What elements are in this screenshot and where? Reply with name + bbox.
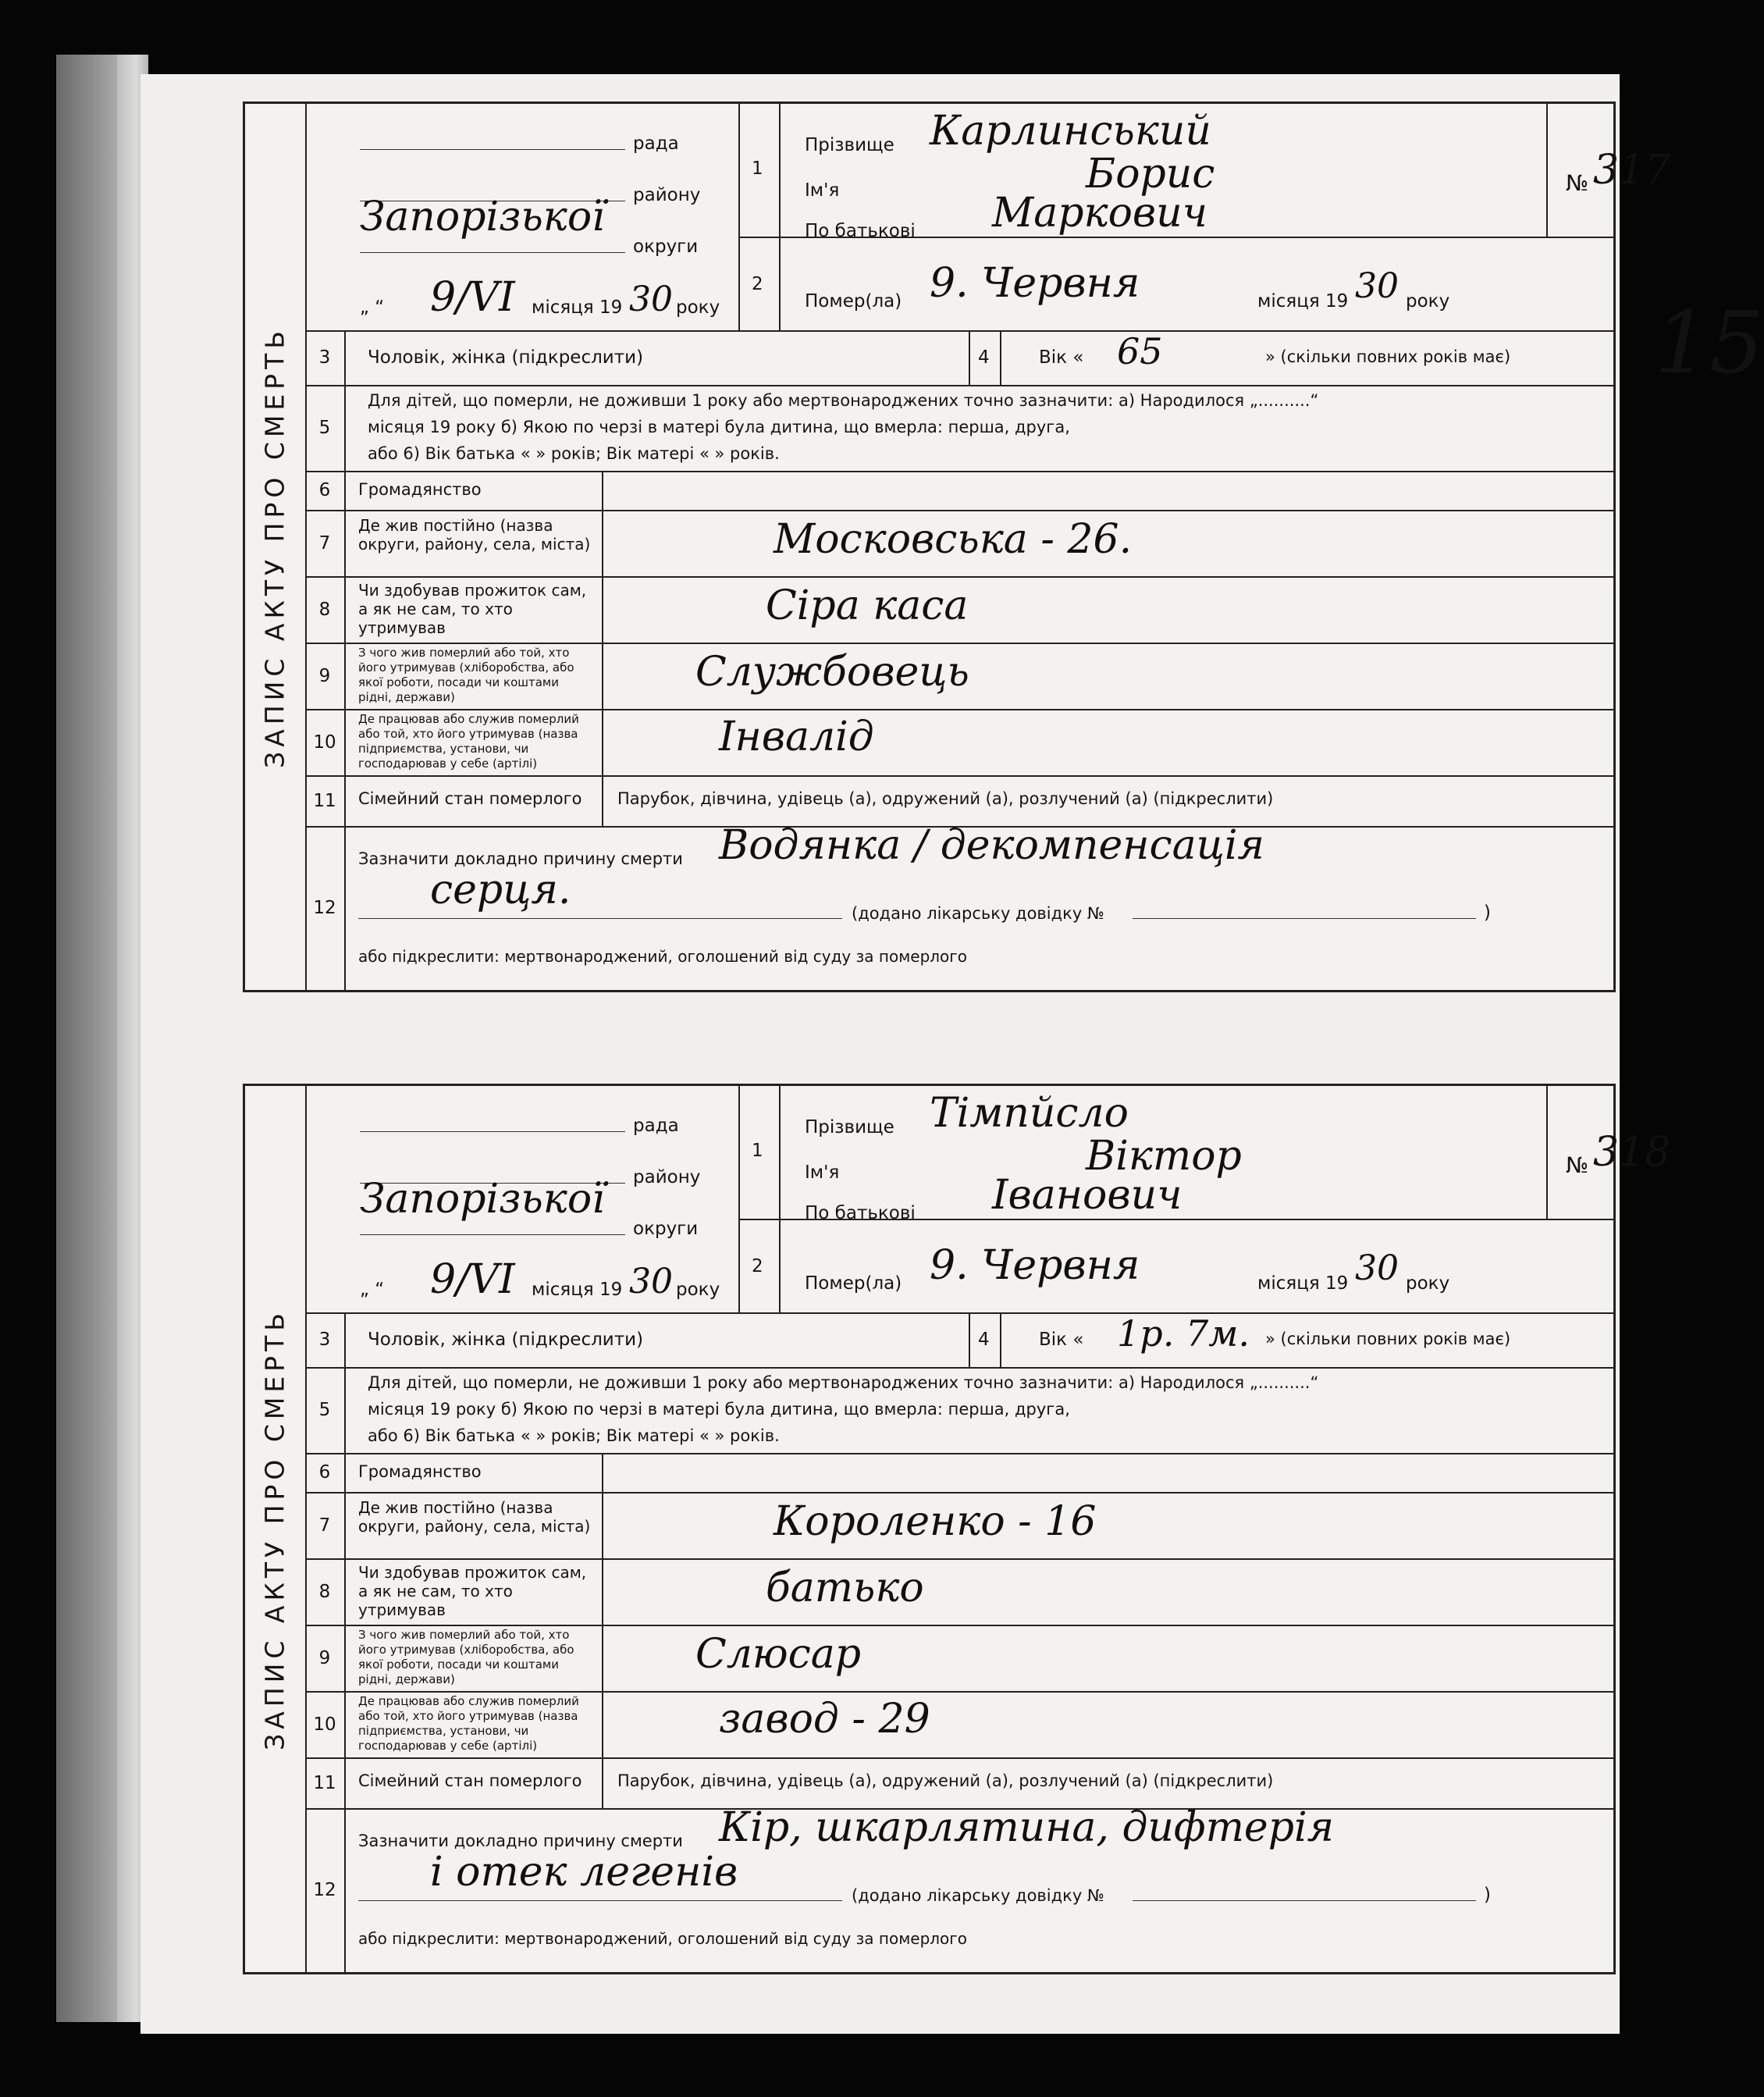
row-occupation: 9 З чого жив померлий або той, хто його утримував (хліборобства, або якої роботи, посади чи коштами рідні, держави) Слюсар — [305, 1625, 1613, 1693]
residence-handwritten: Короленко - 16 — [774, 1498, 1097, 1545]
row-supported-by: 8 Чи здобував прожиток сам, а як не сам, то хто утримував Сіра каса — [305, 576, 1613, 644]
residence-label: Де жив постійно (назва округи, району, села, міста) — [358, 1498, 591, 1536]
side-title: ЗАПИС АКТУ ПРО СМЕРТЬ — [259, 326, 290, 768]
workplace-handwritten: завод - 29 — [719, 1696, 930, 1743]
registration-day-handwritten: 9/VI — [430, 1256, 515, 1303]
row-marital-status: 11 Сімейний стан померлого Парубок, дівчина, удівець (а), одружений (а), розлучений (а) (підкреслити) — [305, 775, 1613, 828]
supported-by-handwritten: батько — [766, 1565, 924, 1611]
cause-handwritten-line-2: і отек легенів — [430, 1849, 738, 1896]
occupation-handwritten: Службовець — [695, 649, 969, 696]
cause-handwritten-line-1: Кір, шкарлятина, дифтерія — [719, 1804, 1335, 1851]
infant-info-line-2: місяця 19 року б) Якою по черзі в матері була дитина, що вмерла: перша, друга, — [368, 1400, 1070, 1419]
age-handwritten: 1р. 7м. — [1117, 1312, 1250, 1355]
record-number-handwritten: 318 — [1593, 1129, 1671, 1176]
infant-info-line-2: місяця 19 року б) Якою по черзі в матері була дитина, що вмерла: перша, друга, — [368, 418, 1070, 436]
death-year-handwritten: 30 — [1355, 1248, 1399, 1288]
surname-label: Прізвище — [805, 1117, 894, 1138]
row-citizenship: 6 Громадянство — [305, 1453, 1613, 1494]
death-record-form — [243, 101, 1671, 992]
registration-day-handwritten: 9/VI — [430, 274, 515, 321]
row-infant-info: 5 Для дітей, що померли, не доживши 1 року або мертвонароджених точно зазначити: а) Народилося „..........“ місяця 19 року б) Якою по черзі в матері була дитина, що вмерла: перша, друга, або 6) Вік батька « » років; Вік матері « » років. — [305, 1367, 1613, 1454]
stillborn-note: або підкреслити: мертвонароджений, оголошений від суду за померлого — [358, 1929, 968, 1948]
death-year-label: року — [1406, 1273, 1450, 1294]
occupation-handwritten: Слюсар — [695, 1631, 862, 1678]
first-name-handwritten: Віктор — [1086, 1133, 1242, 1180]
year-label: року — [676, 297, 720, 318]
header-block: рада району Запорізької округи „ “ 9/VI місяця 19 30 року 1 2 Прізвище Карлинський Ім'я Борис По батькові Маркович № 317 Помер(ла) 9. Червня місяця 19 30 року — [305, 104, 1613, 332]
council-label: рада — [633, 134, 679, 154]
age-label: Вік « — [1039, 347, 1084, 368]
patronymic-handwritten: Маркович — [992, 190, 1207, 237]
death-date-handwritten: 9. Червня — [930, 260, 1140, 307]
okruha-handwritten: Запорізької — [360, 194, 605, 240]
register-page — [140, 74, 1764, 2034]
year-label: року — [676, 1280, 720, 1300]
leaf-number: 15 — [1655, 293, 1764, 393]
stillborn-note: або підкреслити: мертвонароджений, оголошений від суду за померлого — [358, 947, 968, 966]
sex-label: Чоловік, жінка (підкреслити) — [368, 347, 644, 368]
row-sex-age: 3 Чоловік, жінка (підкреслити) 4 Вік « 1р. 7м. » (скільки повних років має) — [305, 1312, 1613, 1369]
death-record-form — [243, 1084, 1671, 1974]
died-label: Помер(ла) — [805, 291, 902, 312]
citizenship-label: Громадянство — [358, 1462, 482, 1481]
age-hint: » (скільки повних років має) — [1265, 347, 1511, 366]
supported-by-handwritten: Сіра каса — [766, 582, 969, 629]
age-label: Вік « — [1039, 1330, 1084, 1350]
citizenship-label: Громадянство — [358, 480, 482, 499]
quote-mark: „ “ — [360, 1280, 385, 1300]
district-label: району — [633, 185, 701, 205]
patronymic-label: По батькові — [805, 1203, 916, 1223]
okruha-label: округи — [633, 237, 699, 257]
marital-status-options: Парубок, дівчина, удівець (а), одружений (а), розлучений (а) (підкреслити) — [617, 789, 1274, 808]
marital-status-label: Сімейний стан померлого — [358, 1771, 582, 1790]
death-year-handwritten: 30 — [1355, 266, 1399, 306]
medical-certificate-label: (додано лікарську довідку № — [852, 904, 1104, 923]
header-block: рада району Запорізької округи „ “ 9/VI місяця 19 30 року 1 2 Прізвище Тімпйсло Ім'я Віктор По батькові Іванович № 318 Помер(ла) 9. Червня місяця 19 30 року — [305, 1086, 1613, 1314]
month-label: місяця 19 — [532, 297, 623, 318]
workplace-handwritten: Інвалід — [719, 714, 874, 760]
record-number-label: № — [1566, 170, 1589, 196]
surname-handwritten: Тімпйсло — [930, 1090, 1129, 1137]
row-citizenship: 6 Громадянство — [305, 471, 1613, 511]
death-month-label: місяця 19 — [1257, 291, 1349, 312]
death-year-label: року — [1406, 291, 1450, 312]
workplace-label: Де працював або служив померлий або той, хто його утримував (назва підприємства, установи, чи господарював у себе (артілі) — [358, 1694, 579, 1753]
died-label: Помер(ла) — [805, 1273, 902, 1294]
occupation-label: З чого жив померлий або той, хто його утримував (хліборобства, або якої роботи, посади чи коштами рідні, держави) — [358, 1628, 574, 1686]
medical-certificate-label: (додано лікарську довідку № — [852, 1886, 1104, 1905]
age-hint: » (скільки повних років має) — [1265, 1330, 1511, 1348]
month-label: місяця 19 — [532, 1280, 623, 1300]
row-supported-by: 8 Чи здобував прожиток сам, а як не сам, то хто утримував батько — [305, 1558, 1613, 1626]
infant-info-line-3: або 6) Вік батька « » років; Вік матері « » років. — [368, 1426, 780, 1445]
record-number-label: № — [1566, 1152, 1589, 1178]
surname-handwritten: Карлинський — [930, 108, 1211, 155]
infant-info-line-1: Для дітей, що померли, не доживши 1 року або мертвонароджених точно зазначити: а) Народилося „..........“ — [368, 1373, 1319, 1392]
marital-status-label: Сімейний стан померлого — [358, 789, 582, 808]
marital-status-options: Парубок, дівчина, удівець (а), одружений (а), розлучений (а) (підкреслити) — [617, 1771, 1274, 1790]
cause-handwritten-line-1: Водянка / декомпенсація — [719, 822, 1264, 869]
record-number-handwritten: 317 — [1593, 147, 1671, 194]
quote-mark: „ “ — [360, 297, 385, 318]
row-residence: 7 Де жив постійно (назва округи, району, села, міста) Московська - 26. — [305, 510, 1613, 578]
row-marital-status: 11 Сімейний стан померлого Парубок, дівчина, удівець (а), одружений (а), розлучений (а) (підкреслити) — [305, 1757, 1613, 1810]
side-title: ЗАПИС АКТУ ПРО СМЕРТЬ — [259, 1308, 290, 1750]
row-cause-of-death: 12 Зазначити докладно причину смерти Водянка / декомпенсація серця. (додано лікарську довідку № ) або підкреслити: мертвонароджений, оголошений від суду за померлого — [305, 826, 1613, 990]
death-month-label: місяця 19 — [1257, 1273, 1349, 1294]
council-label: рада — [633, 1116, 679, 1136]
first-name-handwritten: Борис — [1086, 151, 1215, 198]
age-handwritten: 65 — [1117, 330, 1163, 372]
row-residence: 7 Де жив постійно (назва округи, району, села, міста) Короленко - 16 — [305, 1492, 1613, 1560]
row-sex-age: 3 Чоловік, жінка (підкреслити) 4 Вік « 65 » (скільки повних років має) — [305, 330, 1613, 386]
supported-by-label: Чи здобував прожиток сам, а як не сам, то хто утримував — [358, 581, 587, 637]
okruha-label: округи — [633, 1219, 699, 1239]
residence-handwritten: Московська - 26. — [774, 516, 1133, 563]
okruha-handwritten: Запорізької — [360, 1176, 605, 1223]
workplace-label: Де працював або служив померлий або той, хто його утримував (назва підприємства, установи, чи господарював у себе (артілі) — [358, 712, 579, 771]
death-date-handwritten: 9. Червня — [930, 1242, 1140, 1289]
row-infant-info: 5 Для дітей, що померли, не доживши 1 року або мертвонароджених точно зазначити: а) Народилося „..........“ місяця 19 року б) Якою по черзі в матері була дитина, що вмерла: перша, друга, або 6) Вік батька « » років; Вік матері « » років. — [305, 385, 1613, 472]
infant-info-line-1: Для дітей, що померли, не доживши 1 року або мертвонароджених точно зазначити: а) Народилося „..........“ — [368, 391, 1319, 410]
cause-label: Зазначити докладно причину смерти — [358, 849, 683, 868]
first-name-label: Ім'я — [805, 1162, 840, 1183]
supported-by-label: Чи здобував прожиток сам, а як не сам, то хто утримував — [358, 1563, 587, 1619]
row-occupation: 9 З чого жив померлий або той, хто його утримував (хліборобства, або якої роботи, посади чи коштами рідні, держави) Службовець — [305, 643, 1613, 710]
cause-label: Зазначити докладно причину смерти — [358, 1832, 683, 1850]
row-cause-of-death: 12 Зазначити докладно причину смерти Кір, шкарлятина, дифтерія і отек легенів (додано лікарську довідку № ) або підкреслити: мертвонароджений, оголошений від суду за померлого — [305, 1808, 1613, 1972]
occupation-label: З чого жив померлий або той, хто його утримував (хліборобства, або якої роботи, посади чи коштами рідні, держави) — [358, 646, 574, 704]
district-label: району — [633, 1167, 701, 1187]
infant-info-line-3: або 6) Вік батька « » років; Вік матері « » років. — [368, 444, 780, 463]
row-workplace: 10 Де працював або служив померлий або той, хто його утримував (назва підприємства, установи, чи господарював у себе (артілі) Інвалід — [305, 709, 1613, 777]
first-name-label: Ім'я — [805, 180, 840, 201]
registration-year-handwritten: 30 — [629, 279, 673, 319]
residence-label: Де жив постійно (назва округи, району, села, міста) — [358, 516, 591, 554]
cause-handwritten-line-2: серця. — [430, 867, 571, 913]
form-side-title-cell — [245, 104, 307, 990]
form-side-title-cell — [245, 1086, 307, 1972]
sex-label: Чоловік, жінка (підкреслити) — [368, 1330, 644, 1350]
surname-label: Прізвище — [805, 135, 894, 155]
patronymic-label: По батькові — [805, 221, 916, 241]
registration-year-handwritten: 30 — [629, 1262, 673, 1301]
patronymic-handwritten: Іванович — [992, 1172, 1183, 1219]
row-workplace: 10 Де працював або служив померлий або той, хто його утримував (назва підприємства, установи, чи господарював у себе (артілі) завод - 29 — [305, 1691, 1613, 1759]
